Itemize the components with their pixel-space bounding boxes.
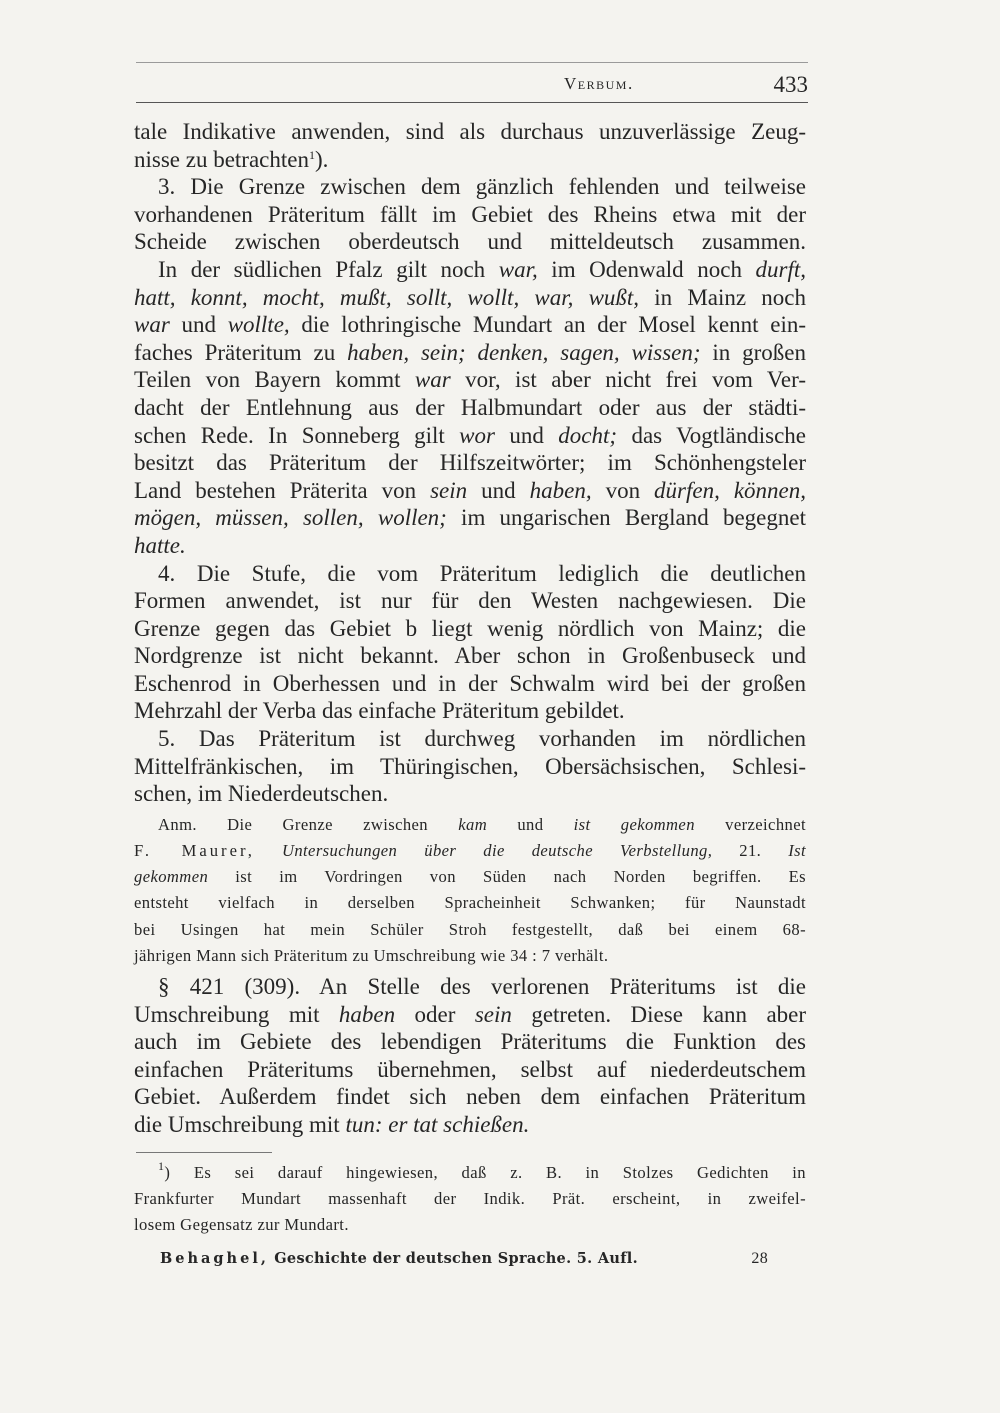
- text-line: vorhandenen Präteritum fällt im Gebiet des Rheins etwa mit der: [134, 201, 806, 227]
- footnote: [134, 1160, 806, 1239]
- paragraph: [134, 725, 806, 808]
- footnote-reference: 1: [308, 147, 315, 162]
- page-footer: [160, 1250, 768, 1267]
- text-line: Gebiet. Außerdem findet sich neben dem einfachen Präteritum: [134, 1084, 806, 1110]
- text-line: war und wollte, die lothringische Mundart an der Mosel kennt ein-: [134, 312, 807, 338]
- footer-author: Behaghel,: [160, 1250, 269, 1267]
- text-line: 5. Das Präteritum ist durchweg vorhanden im nördlichen: [158, 726, 806, 752]
- text-line: Nordgrenze ist nicht bekannt. Aber schon in Großenbuseck und: [134, 643, 806, 669]
- annotation-line: entsteht vielfach in derselben Spracheinheit Schwanken; für Naunstadt: [134, 893, 806, 913]
- footnote-line: Frankfurter Mundart massenhaft der Indik. Prät. erscheint, in zweifel-: [134, 1189, 806, 1209]
- text-line: Formen anwendet, ist nur für den Westen nachgewiesen. Die: [134, 588, 806, 614]
- text-line: In der südlichen Pfalz gilt noch war, im Odenwald noch durft,: [158, 256, 807, 282]
- annotation: [134, 812, 806, 969]
- annotation-line: gekommen ist im Vordringen von Süden nach Norden begriffen. Es: [134, 867, 806, 887]
- text-line: hatte.: [134, 532, 186, 558]
- paragraph: [134, 173, 806, 559]
- text-line: 3. Die Grenze zwischen dem gänzlich fehlenden und teilweise: [158, 174, 806, 200]
- text-line: die Umschreibung mit tun: er tat schießen.: [134, 1111, 530, 1137]
- text-line: mögen, müssen, sollen, wollen; im ungarischen Bergland begegnet: [134, 505, 806, 531]
- top-rule: [136, 62, 808, 63]
- signature-mark: 28: [751, 1250, 768, 1267]
- text-line: Eschenrod in Oberhessen und in der Schwalm wird bei der großen: [134, 670, 806, 696]
- text-line: dacht der Entlehnung aus der Halbmundart oder aus der städti-: [134, 394, 806, 420]
- footer-title: Geschichte der deutschen Sprache. 5. Aufl.: [268, 1250, 638, 1267]
- paragraph: [134, 973, 806, 1139]
- text-line: auch im Gebiete des lebendigen Präteritums die Funktion des: [134, 1029, 806, 1055]
- annotation-line: bei Usingen hat mein Schüler Stroh festgestellt, daß bei einem 68-: [134, 919, 806, 939]
- annotation-line: jährigen Mann sich Präteritum zu Umschreibung wie 34 : 7 verhält.: [134, 945, 609, 965]
- page-header: [136, 68, 808, 103]
- text-line: § 421 (309). An Stelle des verlorenen Präteritums ist die: [158, 973, 806, 999]
- text-line: hatt, konnt, mocht, mußt, sollt, wollt, war, wußt, in Mainz noch: [134, 284, 807, 310]
- annotation-line: F. Maurer, Untersuchungen über die deutsche Verbstellung, 21. Ist: [134, 841, 807, 861]
- text-line: Mittelfränkischen, im Thüringischen, Obersächsischen, Schlesi-: [134, 753, 806, 779]
- annotation-line: Anm. Die Grenze zwischen kam und ist gekommen verzeichnet: [158, 814, 806, 834]
- main-text: [134, 118, 806, 1139]
- footnote-line: losem Gegensatz zur Mundart.: [134, 1215, 349, 1235]
- text-line: Scheide zwischen oberdeutsch und mitteldeutsch zusammen.: [134, 229, 806, 255]
- paragraph: [134, 118, 806, 173]
- text-line: Land bestehen Präterita von sein und haben, von dürfen, können,: [134, 477, 806, 503]
- text-line: nisse zu betrachten$^1$).: [134, 146, 329, 172]
- footnote-line: $^1$) Es sei darauf hingewiesen, daß z. B. in Stolzes Gedichten in: [158, 1159, 806, 1182]
- text-line: besitzt das Präteritum der Hilfszeitwörter; im Schönhengsteler: [134, 450, 806, 476]
- footnote-marker: 1: [158, 1159, 165, 1173]
- footnote-rule: [136, 1152, 272, 1153]
- text-line: tale Indikative anwenden, sind als durchaus unzuverlässige Zeug-: [134, 119, 806, 144]
- running-head: Verbum.: [564, 74, 634, 93]
- text-line: schen Rede. In Sonneberg gilt wor und docht; das Vogtländische: [134, 422, 806, 448]
- text-line: Teilen von Bayern kommt war vor, ist aber nicht frei vom Ver-: [134, 367, 806, 393]
- text-line: schen, im Niederdeutschen.: [134, 781, 389, 807]
- text-line: Umschreibung mit haben oder sein getreten. Diese kann aber: [134, 1001, 807, 1027]
- text-line: Grenze gegen das Gebiet b liegt wenig nördlich von Mainz; die: [134, 615, 806, 641]
- page-number: 433: [773, 72, 808, 97]
- paragraph: [134, 560, 806, 726]
- text-line: 4. Die Stufe, die vom Präteritum lediglich die deutlichen: [158, 560, 806, 586]
- text-line: Mehrzahl der Verba das einfache Präteritum gebildet.: [134, 698, 625, 724]
- text-line: faches Präteritum zu haben, sein; denken, sagen, wissen; in großen: [134, 339, 807, 365]
- text-line: einfachen Präteritums übernehmen, selbst auf niederdeutschem: [134, 1056, 806, 1082]
